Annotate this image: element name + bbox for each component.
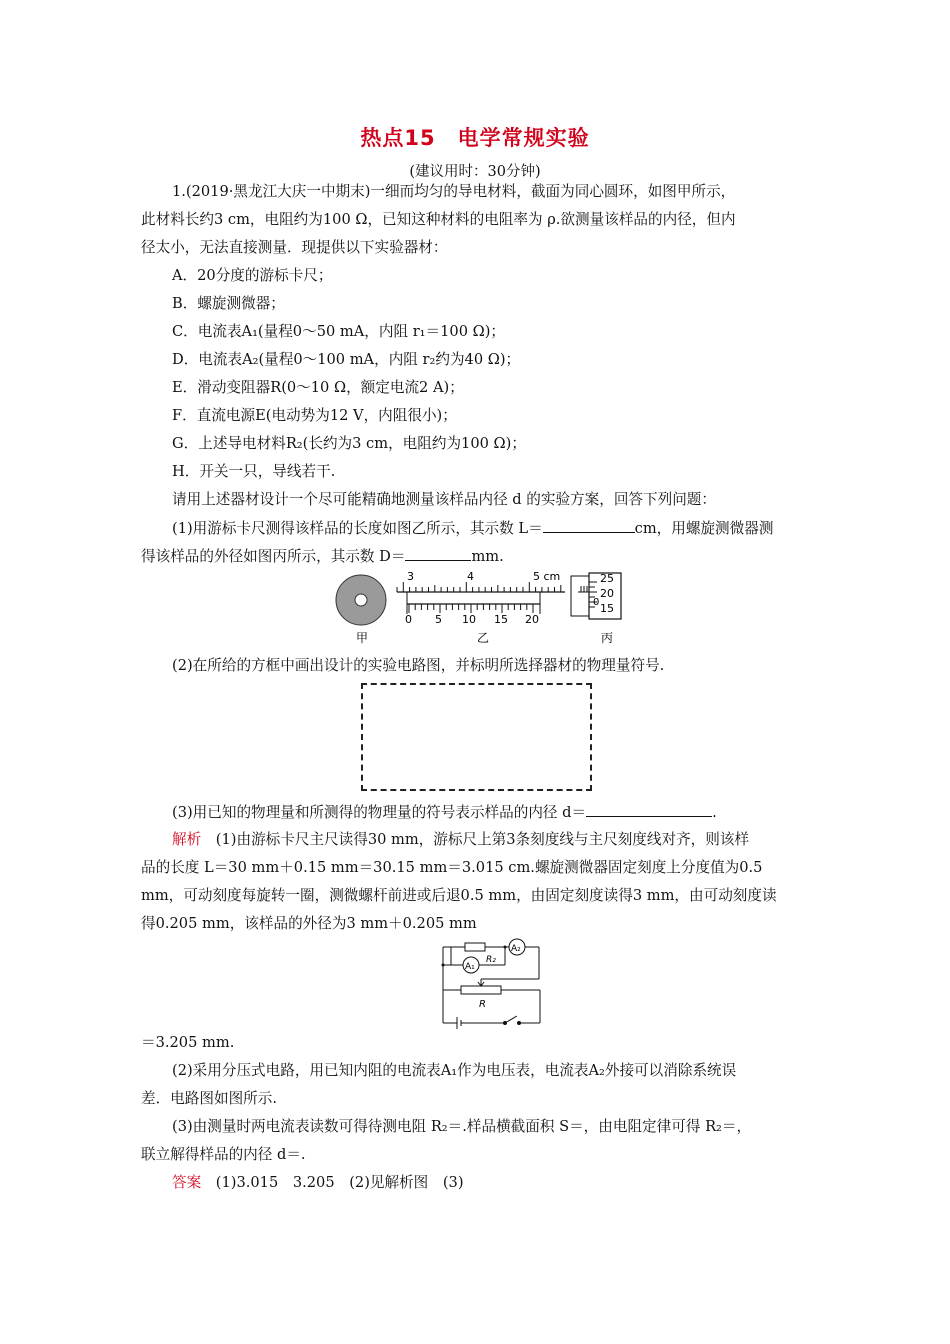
label-yi: 乙	[477, 631, 490, 645]
vernier-scale-label: 10	[462, 613, 476, 626]
label-a1: A₁	[465, 962, 475, 972]
answer-label: 答案	[172, 1174, 202, 1191]
analysis-line: 联立解得样品的内径 d＝.	[141, 1146, 306, 1163]
option-b: B．螺旋测微器；	[172, 295, 285, 312]
label-r2: R₂	[486, 955, 496, 965]
sub-question-2: (2)在所给的方框中画出设计的实验电路图，并标明所选择器材的物理量符号.	[172, 657, 665, 674]
vernier-scale-label: 0	[405, 613, 412, 626]
sleeve-label: 0	[593, 597, 600, 608]
analysis-text: (1)由游标卡尺主尺读得30 mm，游标尺上第3条刻度线与主尺刻度线对齐，则该样	[215, 831, 750, 848]
label-a2: A₂	[511, 944, 521, 954]
label-bing: 丙	[601, 631, 614, 645]
circuit-drawing-box	[361, 683, 592, 791]
thimble-label: 20	[600, 587, 614, 600]
answer-text: (1)3.015 3.205 (2)见解析图 (3)	[215, 1174, 464, 1191]
option-a: A．20分度的游标卡尺；	[172, 267, 333, 284]
option-g: G．上述导电材料R₂(长约为3 cm，电阻约为100 Ω)；	[172, 435, 526, 452]
option-c: C．电流表A₁(量程0～50 mA，内阻 r₁＝100 Ω)；	[172, 323, 505, 340]
sub-question-1-text: cm，用螺旋测微器测	[634, 520, 774, 537]
circuit-diagram	[437, 937, 547, 1029]
label-jia: 甲	[356, 631, 369, 645]
analysis-line: 品的长度 L＝30 mm＋0.15 mm＝30.15 mm＝3.015 cm.螺旋测微器固定刻度上分度值为0.5	[141, 859, 763, 876]
sub-question-1-cont	[141, 546, 504, 567]
thimble-label: 25	[600, 572, 614, 585]
ring-cross-section	[336, 575, 386, 625]
analysis-label: 解析	[172, 831, 202, 848]
suggested-time: (建议用时：30分钟)	[409, 164, 541, 180]
vernier-scale-label: 5	[435, 613, 442, 626]
measurement-figures	[325, 568, 655, 650]
sub-question-1-text: mm.	[471, 548, 504, 565]
analysis-line: mm，可动刻度每旋转一圈，测微螺杆前进或后退0.5 mm，由固定刻度读得3 mm，由可动刻度读	[141, 887, 777, 904]
page-title: 热点15 电学常规实验	[360, 126, 590, 150]
analysis-line: (2)采用分压式电路，用已知内阻的电流表A₁作为电压表，电流表A₂外接可以消除系统误	[172, 1062, 737, 1079]
sub-question-3-text: (3)用已知的物理量和所测得的物理量的符号表示样品的内径 d＝	[172, 804, 587, 821]
option-h: H．开关一只，导线若干.	[172, 463, 336, 480]
main-scale-label: 5 cm	[533, 570, 561, 583]
vernier-caliper	[397, 570, 565, 626]
analysis-line: ＝3.205 mm.	[141, 1034, 235, 1051]
question-line: 1.(2019·黑龙江大庆一中期末)一细而均匀的导电材料，截面为同心圆环，如图甲所示，	[172, 183, 736, 200]
vernier-scale-label: 15	[494, 613, 508, 626]
answer-blank-l	[543, 518, 635, 533]
option-e: E．滑动变阻器R(0～10 Ω，额定电流2 A)；	[172, 379, 464, 396]
answer-blank-d-inner	[586, 802, 712, 817]
analysis-line: 差．电路图如图所示.	[141, 1090, 277, 1107]
main-scale-label: 4	[467, 570, 474, 583]
question-line: 此材料长约3 cm，电阻约为100 Ω，已知这种材料的电阻率为 ρ.欲测量该样品的内径，但内	[141, 211, 736, 228]
sub-question-1-text: 得该样品的外径如图丙所示，其示数 D＝	[141, 548, 406, 565]
answer-blank-d	[405, 546, 471, 561]
analysis-line	[172, 830, 749, 850]
sub-question-3-text: .	[712, 804, 717, 821]
sub-question-1	[172, 518, 773, 539]
micrometer	[571, 572, 621, 619]
sub-question-3	[172, 802, 717, 823]
vernier-scale-label: 20	[525, 613, 539, 626]
option-f: F．直流电源E(电动势为12 V，内阻很小)；	[172, 407, 457, 424]
thimble-label: 15	[600, 602, 614, 615]
sub-question-1-text: (1)用游标卡尺测得该样品的长度如图乙所示，其示数 L＝	[172, 520, 543, 537]
option-d: D．电流表A₂(量程0～100 mA，内阻 r₂约为40 Ω)；	[172, 351, 521, 368]
label-r: R	[479, 999, 486, 1010]
question-line: 请用上述器材设计一个尽可能精确地测量该样品内径 d 的实验方案，回答下列问题：	[172, 491, 716, 508]
question-line: 径太小，无法直接测量．现提供以下实验器材：	[141, 239, 448, 256]
analysis-line: 得0.205 mm，该样品的外径为3 mm＋0.205 mm	[141, 915, 477, 932]
answer-line	[172, 1173, 464, 1193]
main-scale-label: 3	[407, 570, 414, 583]
analysis-line: (3)由测量时两电流表读数可得待测电阻 R₂＝.样品横截面积 S＝，由电阻定律可得 R₂＝，	[172, 1118, 752, 1135]
